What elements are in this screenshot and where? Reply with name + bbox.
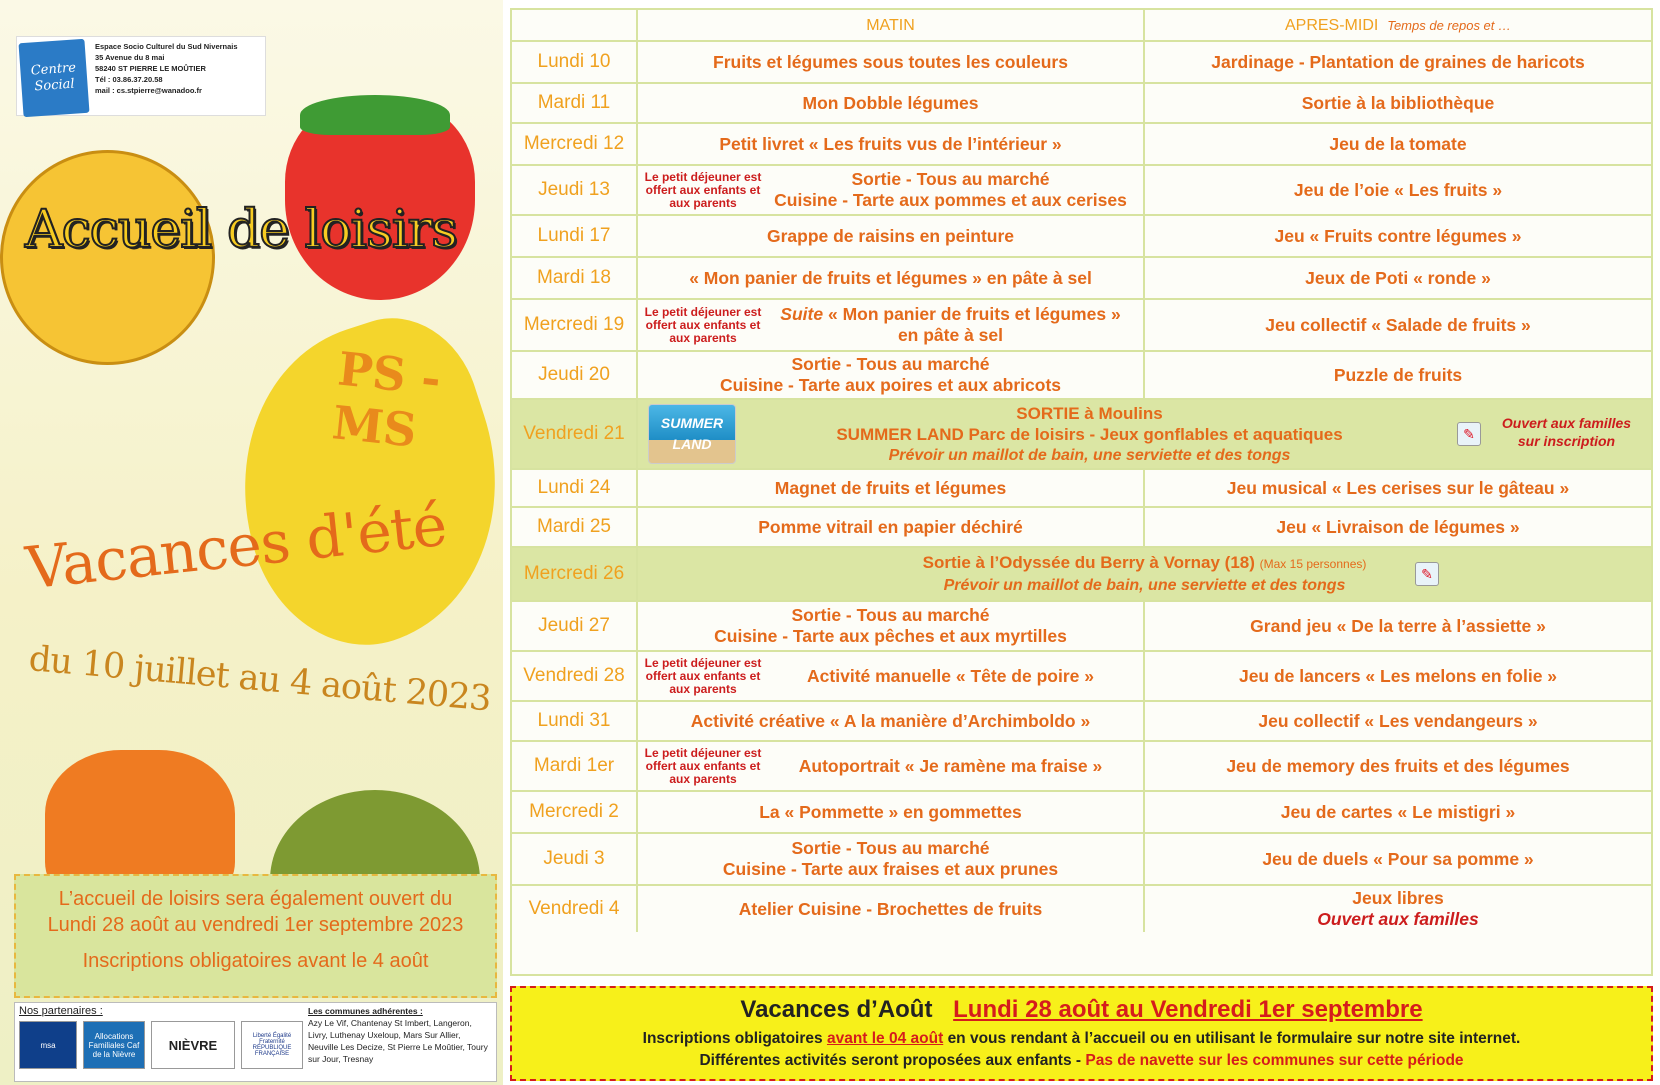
table-row — [512, 886, 1651, 932]
table-header-row — [512, 10, 1651, 42]
day-cell: Lundi 24 — [512, 470, 638, 506]
morning-line: Sortie - Tous au marché — [791, 605, 990, 625]
table-row — [512, 42, 1651, 84]
morning-activity: Grappe de raisins en peinture — [638, 216, 1145, 256]
outing-line — [923, 552, 1367, 575]
banner-text: Différentes activités seront proposées aux enfants - — [699, 1052, 1082, 1069]
caf-logo: Allocations Familiales Caf de la Nièvre — [83, 1021, 145, 1069]
banner-text: Inscriptions obligatoires — [642, 1030, 823, 1047]
contact-line: 35 Avenue du 8 mai — [95, 53, 165, 62]
afternoon-activity: Grand jeu « De la terre à l’assiette » — [1250, 615, 1546, 636]
afternoon-activity: Jeu « Fruits contre légumes » — [1274, 225, 1522, 246]
morning-activity — [638, 834, 1145, 884]
day-cell: Mercredi 19 — [512, 300, 638, 350]
morning-activity — [638, 652, 1145, 700]
full-day-activity — [638, 548, 1651, 600]
morning-line: Cuisine - Tarte aux pêches et aux myrtilles — [714, 626, 1067, 646]
afternoon-activity: Jeu de l’oie « Les fruits » — [1293, 179, 1503, 200]
morning-activity: Magnet de fruits et légumes — [638, 470, 1145, 506]
day-cell: Jeudi 13 — [512, 166, 638, 214]
afternoon-line: Jeux libres — [1352, 888, 1444, 908]
outing-reminder: Prévoir un maillot de bain, une serviette et des tongs — [943, 577, 1346, 594]
morning-activity — [638, 742, 1145, 790]
day-cell: Jeudi 27 — [512, 602, 638, 650]
msa-logo: msa — [19, 1021, 77, 1069]
afternoon-activity: Puzzle de fruits — [1333, 364, 1463, 385]
registration-notice: Inscriptions obligatoires avant le 4 août — [82, 950, 429, 972]
header-morning: MATIN — [638, 10, 1145, 40]
afternoon-activity: Jeu de duels « Pour sa pomme » — [1262, 848, 1534, 869]
afternoon-activity: Sortie à la bibliothèque — [1301, 92, 1495, 113]
contact-line: Espace Socio Culturel du Sud Nivernais — [95, 42, 238, 51]
morning-activity — [638, 300, 1145, 350]
day-cell: Mardi 18 — [512, 258, 638, 298]
banner-shuttle-warning: Pas de navette sur les communes sur cette période — [1085, 1052, 1464, 1069]
table-row-outing — [512, 400, 1651, 470]
table-row-outing — [512, 548, 1651, 602]
outing-line: SORTIE à Moulins — [1016, 403, 1163, 423]
morning-line-text: « Mon panier de fruits et légumes » — [827, 304, 1121, 324]
table-row — [512, 216, 1651, 258]
table-row — [512, 258, 1651, 300]
strawberry-leaves-illustration — [300, 95, 450, 135]
partner-logos — [19, 1021, 304, 1069]
morning-activity: Petit livret « Les fruits vus de l’intérieur » — [638, 124, 1145, 164]
outing-title: Sortie à l’Odyssée du Berry à Vornay (18) — [922, 553, 1255, 572]
breakfast-note: Le petit déjeuner est offert aux enfants et aux parents — [644, 169, 762, 210]
banner-title — [512, 996, 1651, 1024]
morning-activity — [638, 602, 1145, 650]
day-cell: Vendredi 4 — [512, 886, 638, 932]
afternoon-activity: Jardinage - Plantation de graines de haricots — [1211, 51, 1585, 72]
day-cell: Mardi 11 — [512, 84, 638, 122]
breakfast-note: Le petit déjeuner est offert aux enfants et aux parents — [644, 304, 762, 345]
morning-line: Sortie - Tous au marché — [791, 838, 990, 858]
day-cell: Vendredi 21 — [512, 400, 638, 468]
morning-activity: Fruits et légumes sous toutes les couleurs — [638, 42, 1145, 82]
afternoon-activity — [1145, 886, 1651, 932]
morning-activity: Pomme vitrail en papier déchiré — [638, 508, 1145, 546]
morning-text — [714, 605, 1067, 647]
header-afternoon — [1145, 10, 1651, 40]
age-group: PS - MS — [329, 341, 444, 458]
table-row — [512, 702, 1651, 742]
day-cell: Jeudi 20 — [512, 352, 638, 398]
morning-activity: Mon Dobble légumes — [638, 84, 1145, 122]
outing-reminder: Prévoir un maillot de bain, une serviette et des tongs — [888, 446, 1291, 464]
partners-section — [19, 1005, 304, 1079]
table-row — [512, 124, 1651, 166]
poster-title: Accueil de loisirs — [25, 200, 457, 260]
banner-deadline: avant le 04 août — [826, 1030, 944, 1047]
swimming-icon: ✎ — [1457, 422, 1481, 446]
contact-line: 58240 ST PIERRE LE MOÛTIER — [95, 64, 206, 73]
day-cell: Lundi 31 — [512, 702, 638, 740]
continuation-label: Suite — [780, 304, 824, 324]
day-cell: Mercredi 2 — [512, 792, 638, 832]
afternoon-activity: Jeu de cartes « Le mistigri » — [1280, 801, 1516, 822]
day-cell: Mercredi 26 — [512, 548, 638, 600]
table-row — [512, 652, 1651, 702]
table-row — [512, 742, 1651, 792]
outing-text — [923, 552, 1367, 596]
morning-line: Sortie - Tous au marché — [791, 354, 990, 374]
afternoon-activity: Jeu de la tomate — [1329, 133, 1467, 154]
morning-text: Autoportrait « Je ramène ma fraise » — [798, 755, 1103, 776]
contact-line: Tél : 03.86.37.20.58 — [95, 75, 163, 84]
notice-line: L’accueil de loisirs sera également ouvert du — [58, 888, 453, 910]
full-day-activity — [638, 400, 1651, 468]
august-holidays-banner — [510, 986, 1653, 1081]
afternoon-activity: Jeux de Poti « ronde » — [1305, 267, 1491, 288]
day-cell: Mardi 25 — [512, 508, 638, 546]
contact-card — [16, 36, 266, 116]
poster-subtitle: Vacances d'été — [22, 490, 450, 603]
morning-line: en pâte à sel — [897, 325, 1004, 345]
morning-text — [720, 354, 1061, 396]
table-row — [512, 300, 1651, 352]
header-afternoon-label: APRES-MIDI — [1284, 16, 1379, 34]
morning-activity: La « Pommette » en gommettes — [638, 792, 1145, 832]
day-cell: Lundi 17 — [512, 216, 638, 256]
morning-activity — [638, 352, 1145, 398]
table-row — [512, 834, 1651, 886]
partners-label: Nos partenaires : — [19, 1005, 103, 1017]
table-row — [512, 84, 1651, 124]
day-cell: Vendredi 28 — [512, 652, 638, 700]
activity-schedule-table — [510, 8, 1653, 976]
summer-land-logo: SUMMER LAND — [648, 404, 736, 464]
banner-title-text: Vacances d’Août — [740, 996, 933, 1023]
morning-line: Cuisine - Tarte aux poires et aux abricots — [719, 375, 1062, 395]
afternoon-activity: Jeu de memory des fruits et des légumes — [1226, 755, 1570, 776]
morning-activity: « Mon panier de fruits et légumes » en pâte à sel — [638, 258, 1145, 298]
swimming-icon: ✎ — [1415, 562, 1439, 586]
breakfast-note: Le petit déjeuner est offert aux enfants et aux parents — [644, 745, 762, 786]
table-row — [512, 508, 1651, 548]
morning-line: Sortie - Tous au marché — [851, 169, 1050, 189]
morning-activity: Atelier Cuisine - Brochettes de fruits — [638, 886, 1145, 932]
table-row — [512, 166, 1651, 216]
member-communes — [304, 1005, 492, 1079]
day-cell: Mercredi 12 — [512, 124, 638, 164]
outing-text — [836, 403, 1342, 466]
outing-line: SUMMER LAND Parc de loisirs - Jeux gonflables et aquatiques — [836, 424, 1343, 444]
partners-box — [14, 1002, 497, 1082]
poster-dates: du 10 juillet au 4 août 2023 — [27, 639, 493, 720]
contact-line: mail : cs.stpierre@wanadoo.fr — [95, 86, 202, 95]
header-day-cell — [512, 10, 638, 40]
families-note: Ouvert aux familles — [1317, 909, 1479, 929]
contact-address — [95, 41, 238, 111]
banner-text: en vous rendant à l’accueil ou en utilisant le formulaire sur notre site internet. — [947, 1030, 1521, 1047]
day-cell: Jeudi 3 — [512, 834, 638, 884]
banner-registration-line — [512, 1030, 1651, 1048]
extra-opening-notice — [14, 874, 497, 998]
flyer-poster — [0, 0, 503, 1085]
table-row — [512, 792, 1651, 834]
notice-line: Lundi 28 août au vendredi 1er septembre 2023 — [47, 914, 464, 936]
centre-social-logo: Centre Social — [18, 39, 89, 117]
table-row — [512, 352, 1651, 400]
afternoon-activity: Jeu collectif « Les vendangeurs » — [1258, 710, 1538, 731]
afternoon-text — [1317, 888, 1478, 930]
communes-list: Azy Le Vif, Chantenay St Imbert, Langeron, Livry, Luthenay Uxeloup, Mars Sur Allier, Neuville Les Decize, St Pierre Le Moûtier, Toury sur Jour, Tresnay — [308, 1018, 488, 1064]
morning-activity: Activité créative « A la manière d’Archimboldo » — [638, 702, 1145, 740]
afternoon-activity: Jeu « Livraison de légumes » — [1276, 516, 1520, 537]
communes-label: Les communes adhérentes : — [308, 1006, 423, 1016]
banner-title-dates: Lundi 28 août au Vendredi 1er septembre — [953, 996, 1423, 1023]
morning-text: Activité manuelle « Tête de poire » — [807, 665, 1094, 686]
table-row — [512, 602, 1651, 652]
morning-line: Cuisine - Tarte aux fraises et aux prunes — [722, 859, 1059, 879]
table-row — [512, 470, 1651, 508]
banner-info-line — [512, 1052, 1651, 1070]
outing-capacity: (Max 15 personnes) — [1259, 557, 1367, 571]
morning-text — [723, 838, 1058, 880]
republique-francaise-logo: Liberté Égalité Fraternité RÉPUBLIQUE FRANÇAISE — [241, 1021, 303, 1069]
morning-line — [780, 304, 1120, 325]
breakfast-note: Le petit déjeuner est offert aux enfants et aux parents — [644, 655, 762, 696]
header-afternoon-note: Temps de repos et … — [1387, 17, 1512, 33]
day-cell: Lundi 10 — [512, 42, 638, 82]
afternoon-activity: Jeu musical « Les cerises sur le gâteau » — [1226, 477, 1570, 498]
afternoon-activity: Jeu de lancers « Les melons en folie » — [1238, 665, 1558, 686]
nievre-logo: NIÈVRE — [151, 1021, 235, 1069]
day-cell: Mardi 1er — [512, 742, 638, 790]
afternoon-activity: Jeu collectif « Salade de fruits » — [1265, 314, 1531, 335]
families-note: Ouvert aux familles sur inscription — [1501, 415, 1632, 449]
morning-line: Cuisine - Tarte aux pommes et aux cerises — [774, 190, 1127, 210]
morning-activity — [638, 166, 1145, 214]
